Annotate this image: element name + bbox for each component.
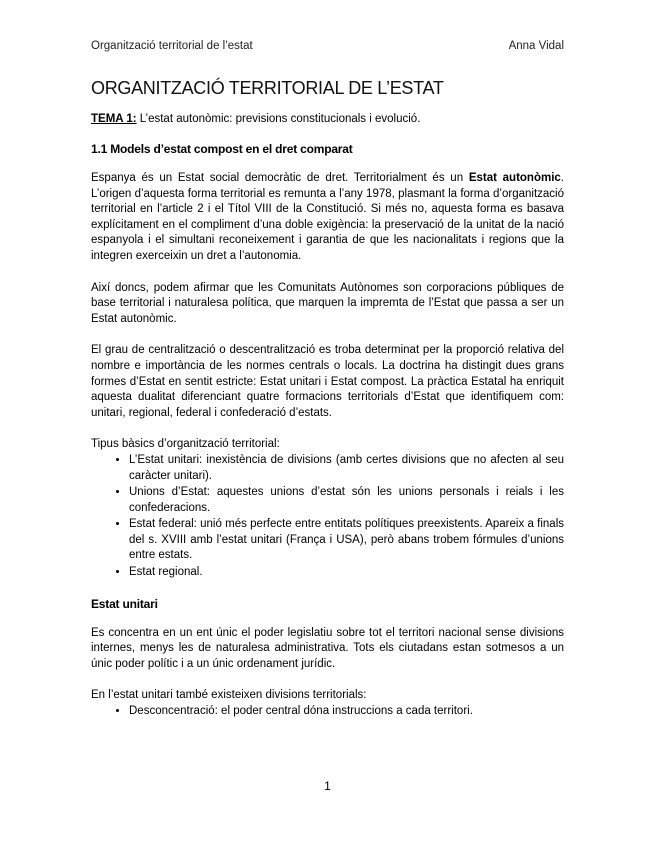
list-divisions	[91, 704, 564, 720]
list-item: • Estat regional.	[129, 565, 564, 581]
list-item: • L’Estat unitari: inexistència de divisions (amb certes divisions que no afecten al seu caràcter unitari).	[129, 453, 564, 484]
paragraph-intro-bold: Estat autonòmic	[468, 172, 561, 184]
list-item: • Desconcentració: el poder central dóna instruccions a cada territori.	[129, 704, 564, 720]
paragraph-centralitzacio: El grau de centralització o descentralització es troba determinat per la proporció relativa del nombre e importància de les normes centrals o locals. La doctrina ha distingit dues grans formes d’Estat en sentit estricte: Estat unitari i Estat compost. La pràctica Estatal ha enriquit aquesta dualitat diferenciant quatre formacions territorials d’Estat que identifiquem com: unitari, regional, federal i confederació d’estats.	[91, 344, 564, 419]
paragraph-intro	[91, 171, 564, 265]
list-intro-divisions: En l’estat unitari també existeixen divisions territorials:	[91, 689, 367, 702]
topic-label: TEMA 1:	[91, 113, 137, 125]
header-author: Anna Vidal	[508, 40, 564, 52]
paragraph-comunitats: Així doncs, podem afirmar que les Comunitats Autònomes son corporacions públiques de base territorial i naturalesa política, que marquen la impremta de l’Estat que passa a ser un Estat autonòmic.	[91, 281, 564, 325]
topic-text: L’estat autonòmic: previsions constitucionals i evolució.	[136, 113, 421, 125]
topic-line	[91, 113, 564, 125]
section-heading-estat-unitari: Estat unitari	[91, 596, 158, 611]
list-item: • Unions d’Estat: aquestes unions d’estat són les unions personals i reials i les confederacions.	[129, 485, 564, 516]
paragraph-estat-unitari: Es concentra en un ent únic el poder legislatiu sobre tot el territori nacional sense divisions internes, menys les de naturalesa administrativa. Tots els ciutadans estan sotmesos a un únic poder polític i a un únic ordenament jurídic.	[91, 626, 564, 670]
page-header	[91, 40, 564, 52]
paragraph-intro-part2: . L’origen d’aquesta forma territorial es remunta a l’any 1978, plasmant la forma d’organització territorial en l’article 2 i el Títol VIII de la Constitució. Si més no, aquesta forma es basava explícitament en el compliment d’una doble exigència: la preservació de la unitat de la nació espanyola i el simultani reconeixement i garantia de que les nacionalitats i regions que la integren exerceixin un dret a l’autonomia.	[91, 172, 564, 262]
list-tipus-organitzacio	[91, 453, 564, 581]
document-body	[91, 78, 564, 721]
section-heading-models: 1.1 Models d’estat compost en el dret comparat	[91, 142, 353, 156]
header-document-title: Organització territorial de l’estat	[91, 40, 253, 52]
page-number: 1	[324, 779, 331, 793]
document-title: ORGANITZACIÓ TERRITORIAL DE L’ESTAT	[91, 78, 444, 98]
list-item: • Estat federal: unió més perfecte entre entitats polítiques preexistents. Apareix a finals del s. XVIII amb l’estat unitari (França i USA), però abans trobem fórmules d’unions entre estats.	[129, 517, 564, 564]
paragraph-intro-part1: Espanya és un Estat social democràtic de dret. Territorialment és un	[91, 172, 469, 184]
list-intro-tipus: Tipus bàsics d’organització territorial:	[91, 438, 280, 451]
